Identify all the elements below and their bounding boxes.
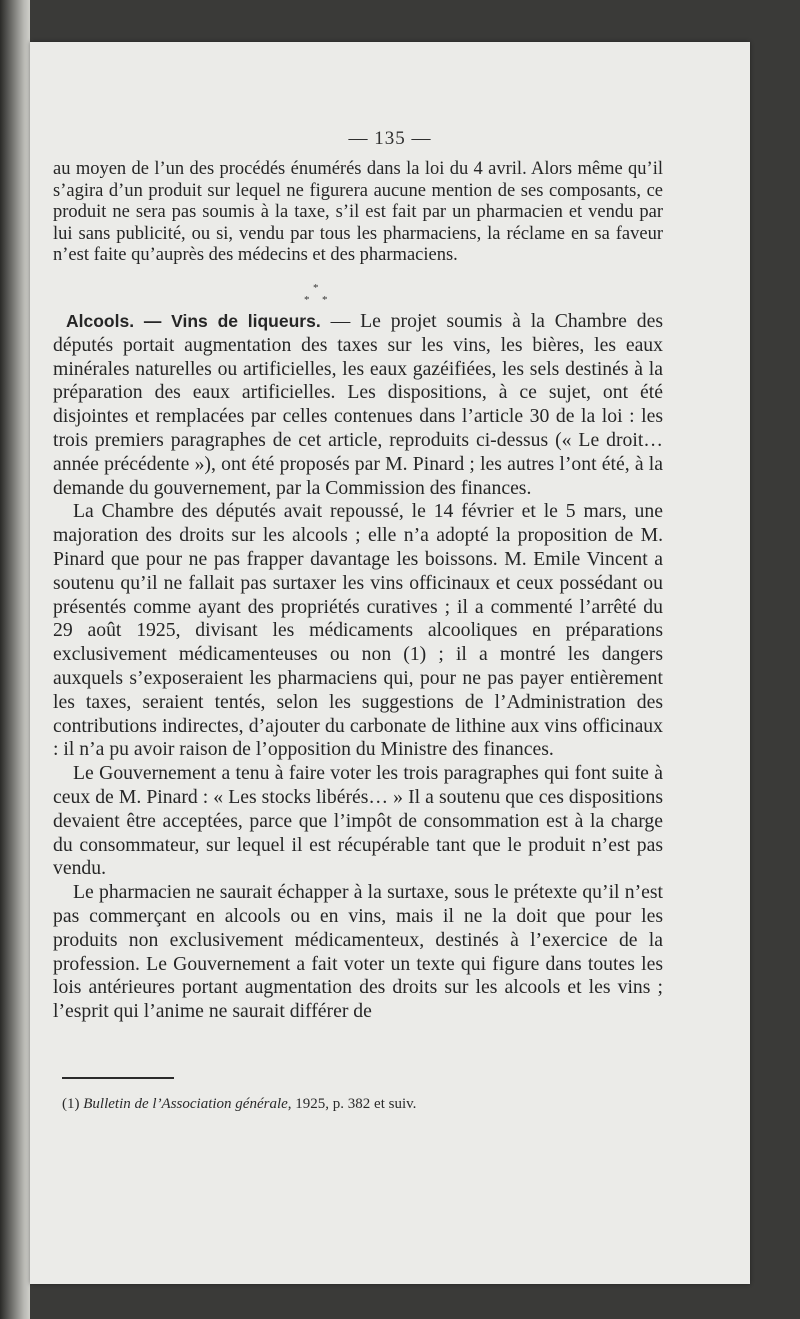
footnote-source: Bulletin de l’Association générale [83,1096,288,1112]
footnote-marker: (1) [62,1096,84,1112]
section-body [53,310,663,1024]
page-number: — 135 — [348,128,432,149]
paragraph: Le pharmacien ne saurait échapper à la surtaxe, sous le prétexte qu’il n’est pas commerçant en alcools ou en vins, mais il ne la doit que pour les produits non exclusivement médicamenteux, destinés à l’exercice de la profession. Le Gouvernement a fait voter un texte qui figure dans toutes les lois antérieures portant augmentation des droits sur les alcools et les vins ; l’esprit qui l’anime ne saurait différer de [53,881,663,1023]
footnote [62,1096,662,1113]
book-spine [0,0,30,1319]
separator-star: * [304,294,310,306]
section-first-paragraph-text: — Le projet soumis à la Chambre des députés portait augmentation des taxes sur les vins, les bières, les eaux minérales naturelles ou artificielles, les eaux gazéifiées, les sels destinés à la préparation des eaux artificielles. Les dispositions, à ce sujet, ont été disjointes et remplacées par celles contenues dans l’article 30 de la loi : les trois premiers paragraphes de cet article, reproduits ci-dessus (« Le droit… année précédente »), ont été proposés par M. Pinard ; les autres l’ont été, à la demande du gouvernement, par la Commission des finances. [53,310,664,499]
separator-star: * [313,282,319,294]
footnote-rule [62,1077,174,1079]
book-page [30,42,750,1284]
footnote-reference: , 1925, p. 382 et suiv. [287,1096,417,1112]
continuation-paragraph: au moyen de l’un des procédés énumérés dans la loi du 4 avril. Alors même qu’il s’agira d’un produit sur lequel ne figurera aucune mention de ses composants, ce produit ne sera pas soumis à la taxe, s’il est fait par un pharmacien et vendu par lui sans publicité, ou si, vendu par tous les pharmaciens, la réclame en sa faveur n’est faite qu’auprès des médecins et des pharmaciens. [53,159,663,266]
paragraph: Le Gouvernement a tenu à faire voter les trois paragraphes qui font suite à ceux de M. Pinard : « Les stocks libérés… » Il a soutenu que ces dispositions devaient être acceptées, parce que l’impôt de consommation est à la charge du consommateur, sur lequel il est récupérable tant que le produit n’est pas vendu. [53,762,663,880]
section-first-paragraph [53,310,663,500]
separator-star: * [322,294,328,306]
paragraph: La Chambre des députés avait repoussé, le 14 février et le 5 mars, une majoration des droits sur les alcools ; elle n’a adopté la proposition de M. Pinard que pour ne pas frapper davantage les boissons. M. Emile Vincent a soutenu qu’il ne fallait pas surtaxer les vins officinaux et ceux possédant ou présentés comme ayant des propriétés curatives ; il a commenté l’arrêté du 29 août 1925, divisant les médicaments alcooliques en préparations exclusivement médicamenteuses ou non (1) ; il a montré les dangers auxquels s’exposeraient les pharmaciens qui, pour ne pas payer entièrement les taxes, seraient tentés, selon les suggestions de l’Administration des contributions indirectes, d’ajouter du carbonate de lithine aux vins officinaux : il n’a pu avoir raison de l’opposition du Ministre des finances. [53,500,663,761]
section-heading: Alcools. — Vins de liqueurs. [66,311,321,331]
asterism-separator [30,282,750,312]
